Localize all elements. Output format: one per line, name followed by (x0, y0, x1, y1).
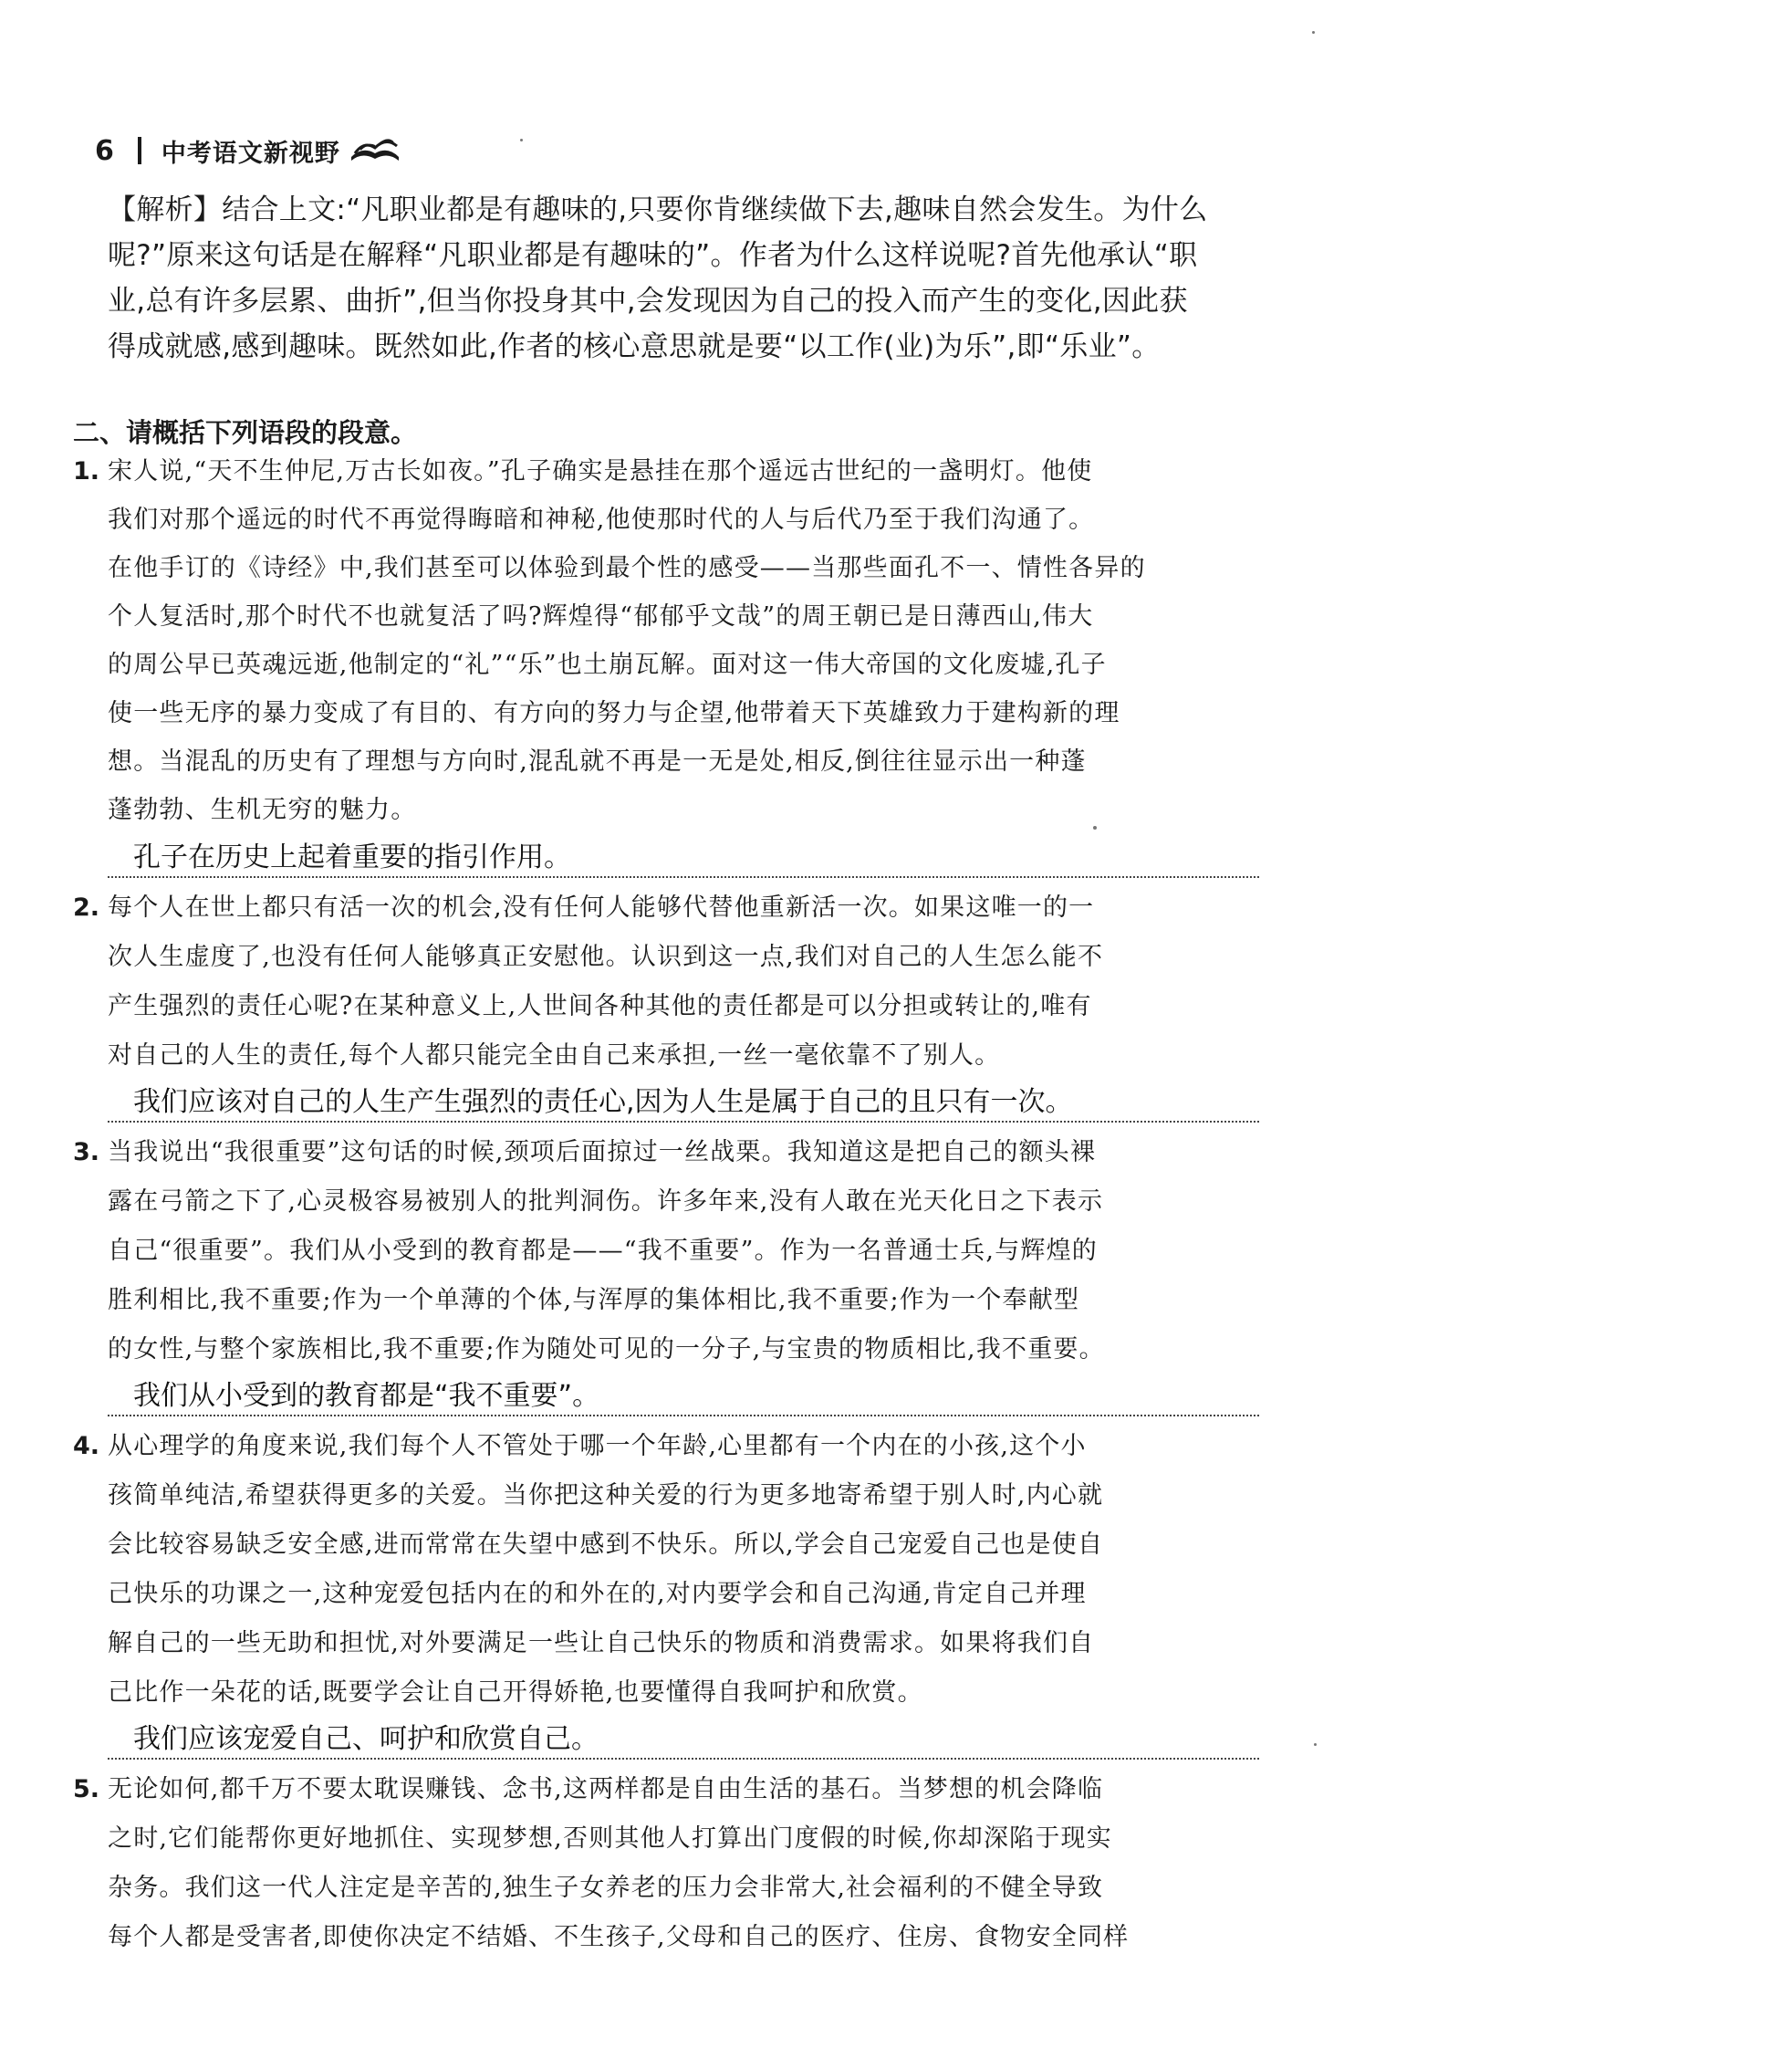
analysis-line: 业,总有许多层累、曲折”,但当你投身其中,会发现因为自己的投入而产生的变化,因此获 (108, 285, 1188, 318)
item-3-line: 的女性,与整个家族相比,我不重要;作为随处可见的一分子,与宝贵的物质相比,我不重要。 (108, 1335, 1105, 1364)
item-5-line: 每个人都是受害者,即使你决定不结婚、不生孩子,父母和自己的医疗、住房、食物安全同样 (108, 1923, 1130, 1951)
scan-speck (1093, 826, 1097, 830)
analysis-line: 得成就感,感到趣味。既然如此,作者的核心意思就是要“以工作(业)为乐”,即“乐业”。 (108, 330, 1161, 363)
item-number: 1. (73, 457, 100, 486)
item-number: 5. (73, 1775, 100, 1803)
item-5-line: 杂务。我们这一代人注定是辛苦的,独生子女养老的压力会非常大,社会福利的不健全导致 (108, 1874, 1104, 1902)
item-1-line: 个人复活时,那个时代不也就复活了吗?辉煌得“郁郁乎文哉”的周王朝已是日薄西山,伟大 (108, 602, 1094, 631)
item-4-line: 解自己的一些无助和担忧,对外要满足一些让自己快乐的物质和消费需求。如果将我们自 (108, 1629, 1095, 1657)
item-number: 2. (73, 893, 100, 922)
answer-line (108, 1415, 1259, 1416)
item-4-line: 从心理学的角度来说,我们每个人不管处于哪一个年龄,心里都有一个内在的小孩,这个小 (108, 1432, 1087, 1460)
item-4-line: 会比较容易缺乏安全感,进而常常在失望中感到不快乐。所以,学会自己宠爱自己也是使自 (108, 1531, 1104, 1559)
scan-speck (520, 139, 523, 141)
item-1-line: 使一些无序的暴力变成了有目的、有方向的努力与企望,他带着天下英雄致力于建构新的理 (108, 699, 1120, 727)
scan-speck (1314, 1743, 1317, 1746)
item-1-line: 我们对那个遥远的时代不再觉得晦暗和神秘,他使那时代的人与后代乃至于我们沟通了。 (108, 506, 1095, 534)
item-3-line: 胜利相比,我不重要;作为一个单薄的个体,与浑厚的集体相比,我不重要;作为一个奉献型 (108, 1286, 1080, 1314)
answer-line (108, 876, 1259, 878)
scan-speck (1312, 31, 1315, 34)
item-number: 3. (73, 1138, 100, 1166)
item-1-line: 在他手订的《诗经》中,我们甚至可以体验到最个性的感受——当那些面孔不一、情性各异的 (108, 554, 1146, 582)
header-divider (138, 137, 141, 164)
item-2-line: 次人生虚度了,也没有任何人能够真正安慰他。认识到这一点,我们对自己的人生怎么能不 (108, 943, 1104, 971)
answer-line (108, 1758, 1259, 1760)
item-1-line: 蓬勃勃、生机无穷的魅力。 (108, 796, 417, 824)
item-4-line: 己比作一朵花的话,既要学会让自己开得娇艳,也要懂得自我呵护和欣赏。 (108, 1678, 923, 1707)
analysis-line: 呢?”原来这句话是在解释“凡职业都是有趣味的”。作者为什么这样说呢?首先他承认“职 (108, 239, 1198, 272)
section-heading: 二、请概括下列语段的段意。 (73, 417, 418, 448)
page-header (95, 128, 402, 173)
item-number: 4. (73, 1432, 100, 1460)
analysis-line: 【解析】结合上文:“凡职业都是有趣味的,只要你肯继续做下去,趣味自然会发生。为什么 (108, 193, 1208, 226)
item-1-line: 的周公早已英魂远逝,他制定的“礼”“乐”也土崩瓦解。面对这一伟大帝国的文化废墟,孔子 (108, 651, 1107, 679)
item-2-line: 产生强烈的责任心呢?在某种意义上,人世间各种其他的责任都是可以分担或转让的,唯有 (108, 992, 1092, 1020)
item-2-line: 每个人在世上都只有活一次的机会,没有任何人能够代替他重新活一次。如果这唯一的一 (108, 893, 1095, 922)
item-3-answer: 我们从小受到的教育都是“我不重要”。 (133, 1380, 600, 1412)
item-2-line: 对自己的人生的责任,每个人都只能完全由自己来承担,一丝一毫依靠不了别人。 (108, 1041, 1001, 1070)
item-5-line: 无论如何,都千万不要太耽误赚钱、念书,这两样都是自由生活的基石。当梦想的机会降临 (108, 1775, 1104, 1803)
item-4-line: 孩简单纯洁,希望获得更多的关爱。当你把这种关爱的行为更多地寄希望于别人时,内心就 (108, 1481, 1104, 1510)
item-1-line: 想。当混乱的历史有了理想与方向时,混乱就不再是一无是处,相反,倒往往显示出一种蓬 (108, 747, 1087, 776)
answer-line (108, 1121, 1259, 1123)
item-4-answer: 我们应该宠爱自己、呵护和欣赏自己。 (133, 1723, 599, 1755)
item-3-line: 当我说出“我很重要”这句话的时候,颈项后面掠过一丝战栗。我知道这是把自己的额头裸 (108, 1138, 1097, 1166)
book-title: 中考语文新视野 (161, 139, 340, 168)
item-4-line: 己快乐的功课之一,这种宠爱包括内在的和外在的,对内要学会和自己沟通,肯定自己并理 (108, 1580, 1087, 1608)
item-1-answer: 孔子在历史上起着重要的指引作用。 (133, 841, 571, 873)
item-3-line: 露在弓箭之下了,心灵极容易被别人的批判洞伤。许多年来,没有人敢在光天化日之下表示 (108, 1187, 1104, 1216)
item-3-line: 自己“很重要”。我们从小受到的教育都是——“我不重要”。作为一名普通士兵,与辉煌的 (108, 1237, 1098, 1265)
item-5-line: 之时,它们能帮你更好地抓住、实现梦想,否则其他人打算出门度假的时候,你却深陷于现实 (108, 1824, 1112, 1853)
page-number: 6 (95, 134, 114, 167)
item-1-line: 宋人说,“天不生仲尼,万古长如夜。”孔子确实是悬挂在那个遥远古世纪的一盏明灯。他使 (108, 457, 1093, 486)
item-2-answer: 我们应该对自己的人生产生强烈的责任心,因为人生是属于自己的且只有一次。 (133, 1086, 1073, 1118)
open-book-icon (348, 133, 402, 168)
